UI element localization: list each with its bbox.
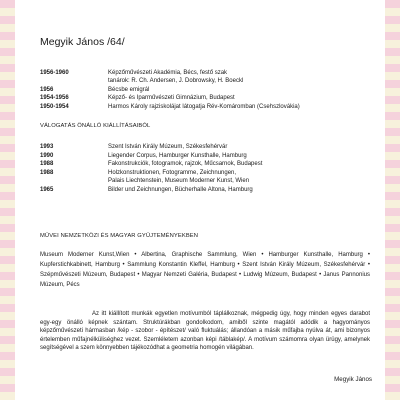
exhibition-row <box>40 152 372 161</box>
bio-year: 1954-1956 <box>40 95 69 102</box>
exhibition-year: 1988 <box>40 169 54 176</box>
bio-row <box>40 94 372 102</box>
exhibitions-heading: VÁLOGATÁS ÖNÁLLÓ KIÁLLÍTÁSAIBÓL <box>40 123 151 129</box>
exhibition-row <box>40 186 372 195</box>
signature: Megyik János <box>334 376 372 383</box>
exhibition-row <box>40 160 372 169</box>
exhibition-text: Bilder und Zeichnungen, Bücherhalle Altona, Hamburg <box>108 186 253 193</box>
bio-year <box>40 77 108 85</box>
bio-year: 1956 <box>40 86 54 93</box>
exhibitions-list <box>40 143 372 195</box>
exhibition-text: Szent István Király Múzeum, Székesfehérvár <box>108 144 228 150</box>
bio-row <box>40 77 372 85</box>
bio-text: Bécsbe emigrál <box>108 86 150 93</box>
page-title: Megyik János /64/ <box>40 36 125 48</box>
biography-list <box>40 69 372 111</box>
exhibition-text: Holzkonstruktionen, Fotogramme, Zeichnungen, <box>108 169 237 176</box>
bio-row <box>40 103 372 111</box>
decorative-stripe-left <box>0 0 15 400</box>
exhibition-text: Palais Liechtenstein, Museum Moderner Kunst, Wien <box>108 178 250 185</box>
bio-text: Harmos Károly rajziskolájat látogatja Rév-Komáromban (Csehszlovákia) <box>108 103 300 110</box>
exhibition-text: Fakonstrukciók, fotogramok, rajzok, Műcsarnok, Budapest <box>108 161 263 168</box>
bio-text: tanárok: R. Ch. Andersen, J. Dobrowsky, H. Boeckl <box>108 78 244 85</box>
exhibition-row <box>40 143 372 152</box>
exhibition-row <box>40 169 372 178</box>
exhibition-year: 1990 <box>40 152 54 159</box>
exhibition-year: 1988 <box>40 161 54 168</box>
collections-heading: MŰVEI NEMZETKÖZI ÉS MAGYAR GYŰJTEMÉNYEKBEN <box>40 233 199 239</box>
exhibition-text: Liegender Corpus, Hamburger Kunsthalle, Hamburg <box>108 152 247 159</box>
decorative-stripe-right <box>385 0 400 400</box>
exhibition-year <box>40 177 108 186</box>
exhibition-year: 1965 <box>40 186 54 193</box>
collections-paragraph: Museum Moderner Kunst,Wien • Albertina, Graphische Sammlung, Wien • Hamburger Kunsthalle, Hamburg • Kupferstichkabinett, Hamburg • Sammlung Konstantin Kleffel, Hamburg • Szent István Király Múzeum, Székesfehérvár • Szépművészeti Múzeum, Budapest • Magyar Nemzeti Galéria, Budapest • Ludwig Múzeum, Budapest • Janus Pannonius Múzeum, Pécs <box>40 252 370 288</box>
exhibition-row <box>40 177 372 186</box>
exhibition-year: 1993 <box>40 144 54 150</box>
bio-row <box>40 86 372 94</box>
artist-statement: Az itt kiállított munkák egyetlen motívumból táplálkoznak, mégpedig úgy, hogy minden egyes darabot egy-egy önálló képnek szántam. Struktúrákban gondolkodom, amiből szinte magától adódik a hagyományos képzőművészeti hármasban /kép - szobor - építészet/ való fluktuálás; állandóan a másik műfajba nyúlva át, ami bizonyos értelemben műfajnélküliséghez vezet. Szemléletem azonban képi /táblakép/. A motívum számomra olyan ürügy, amelynek segítségével a szem könnyebben tájékozódhat a geometria homogén világában. <box>40 311 370 352</box>
document-page <box>40 0 372 400</box>
bio-text: Képző- és Iparművészeti Gimnázium, Budapest <box>108 95 235 102</box>
bio-text: Képzőművészeti Akadémia, Bécs, festő szak <box>108 70 228 76</box>
bio-year: 1950-1954 <box>40 103 69 110</box>
bio-year: 1956-1960 <box>40 70 69 76</box>
bio-row <box>40 69 372 77</box>
